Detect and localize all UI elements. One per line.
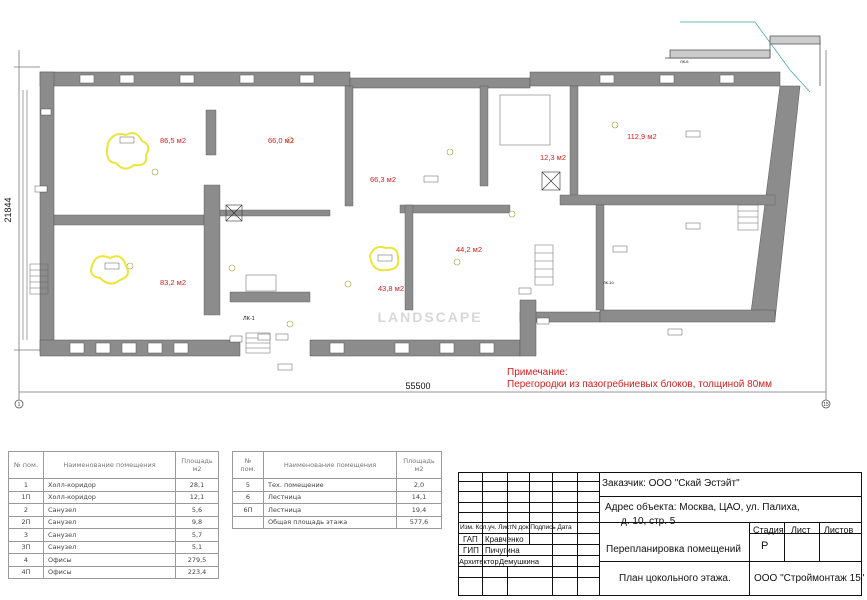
room-name: Санузел: [44, 529, 176, 542]
room-area: 2,0: [397, 479, 442, 492]
room-area: 5,7: [176, 529, 219, 542]
left-edge-details: [23, 90, 27, 340]
room-area: 5,1: [176, 541, 219, 554]
room-area-label: 86,5 м2: [160, 136, 187, 145]
table-row: [233, 479, 442, 492]
room-name: Лестница: [264, 504, 397, 517]
dimension-width: 55500: [405, 381, 431, 391]
table-row: [233, 516, 442, 529]
room-number: 4П: [9, 566, 44, 579]
table-row: [9, 516, 219, 529]
company-name: ООО "Строймонтаж 15": [754, 573, 865, 584]
room-name: Санузел: [44, 504, 176, 517]
watermark: LANDSCAPE: [377, 309, 483, 325]
room-area: 577,6: [397, 516, 442, 529]
table-row: [9, 566, 219, 579]
room-name: Тех. помещение: [264, 479, 397, 492]
stage-header: Стадия: [753, 525, 784, 535]
room-name: Санузел: [44, 516, 176, 529]
col-header-area: Площадь м2: [397, 452, 442, 479]
label-lk1: ЛК-1: [243, 316, 255, 322]
room-area: 5,6: [176, 504, 219, 517]
room-name: Офисы: [44, 554, 176, 567]
rooms-table-1: [8, 451, 219, 579]
room-name: Общая площадь этажа: [264, 516, 397, 529]
note-text: Перегородки из пазогребниевых блоков, толщиной 80мм: [507, 379, 773, 390]
table-row: [233, 491, 442, 504]
col-header-name: Наименование помещения: [264, 452, 397, 479]
room-number: [233, 516, 264, 529]
staircase: [30, 205, 758, 353]
note-title: Примечание:: [507, 367, 568, 378]
signer-name: Кравченко: [485, 535, 524, 544]
room-number: 2П: [9, 516, 44, 529]
col-header-num: № пом.: [9, 452, 44, 479]
label-lk6: ЛК-6: [680, 59, 689, 64]
room-number: 4: [9, 554, 44, 567]
room-area: 19,4: [397, 504, 442, 517]
signer-role: ГАП: [463, 535, 478, 544]
address-line-2: д. 10, стр. 5: [621, 516, 676, 527]
table-row: [9, 541, 219, 554]
table-row: [233, 504, 442, 517]
table-row: [9, 504, 219, 517]
project-title: Перепланировка помещений: [606, 544, 741, 555]
col-header-area: Площадь м2: [176, 452, 219, 479]
room-number: 1П: [9, 491, 44, 504]
room-number: 1: [9, 479, 44, 492]
signer-name: Демушкина: [499, 557, 540, 566]
room-number: 6: [233, 491, 264, 504]
col-header-num: № пом.: [233, 452, 264, 479]
room-area-label: 83,2 м2: [160, 278, 187, 287]
room-area: 9,8: [176, 516, 219, 529]
room-name: Санузел: [44, 541, 176, 554]
room-name: Холл-коридор: [44, 479, 176, 492]
signer-name: Пичугина: [485, 546, 520, 555]
sheets-header: Листов: [824, 525, 854, 535]
table-row: [9, 529, 219, 542]
axis-label-right: 15: [823, 402, 829, 408]
table-header-row: [9, 452, 219, 479]
room-name: Офисы: [44, 566, 176, 579]
table-body: [9, 479, 219, 579]
signer-role: ГИП: [463, 546, 479, 555]
room-number: 5: [233, 479, 264, 492]
room-area-label: 44,2 м2: [456, 245, 483, 254]
room-number: 2: [9, 504, 44, 517]
table-row: [9, 479, 219, 492]
room-area: 14,1: [397, 491, 442, 504]
drawing-title: План цокольного этажа.: [619, 573, 731, 584]
room-name: Холл-коридор: [44, 491, 176, 504]
dimension-height: 21844: [3, 197, 13, 223]
label-lk10: ЛК-10: [603, 280, 614, 285]
axis-label-left: 1: [17, 402, 21, 408]
table-header-row: [233, 452, 442, 479]
table-row: [9, 491, 219, 504]
table-body: [233, 479, 442, 529]
zone-labels: [243, 59, 689, 322]
table-row: [9, 554, 219, 567]
room-area: 28,1: [176, 479, 219, 492]
room-area-label: 66,0 м2: [268, 136, 295, 145]
sheet-header: Лист: [791, 525, 811, 535]
revision-column-headers: Изм. Кол.уч. ЛистN док.Подпись Дата: [460, 524, 572, 531]
elevator-shafts: [226, 95, 560, 291]
room-area: 12,1: [176, 491, 219, 504]
signer-role: Архитектор: [459, 557, 499, 566]
col-header-name: Наименование помещения: [44, 452, 176, 479]
room-area-label: 112,9 м2: [627, 132, 657, 141]
room-area-label: 12,3 м2: [540, 153, 567, 162]
customer-text: Заказчик: ООО "Скай Эстэйт": [602, 478, 740, 489]
room-number: 3: [9, 529, 44, 542]
room-area-label: 43,8 м2: [378, 284, 405, 293]
room-area: 279,5: [176, 554, 219, 567]
rooms-table-2: [232, 451, 442, 529]
title-block: [458, 472, 865, 596]
address-line-1: Адрес объекта: Москва, ЦАО, ул. Палиха,: [605, 502, 800, 513]
room-area: 223,4: [176, 566, 219, 579]
plan-note: [507, 367, 772, 391]
room-area-label: 66,3 м2: [370, 175, 397, 184]
room-number: 3П: [9, 541, 44, 554]
stage-value: Р: [761, 540, 769, 552]
room-name: Лестница: [264, 491, 397, 504]
room-number: 6П: [233, 504, 264, 517]
